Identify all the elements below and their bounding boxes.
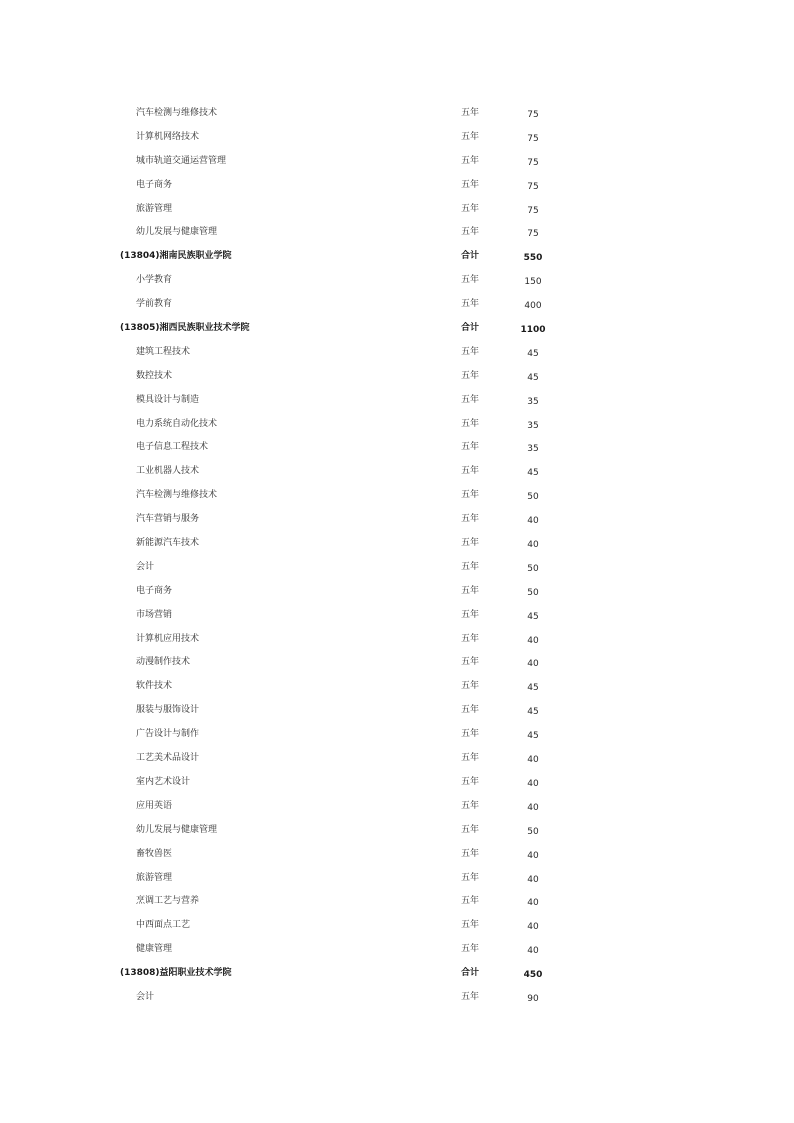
school-total-row — [0, 246, 794, 270]
school-name: (13804)湘南民族职业学院 — [120, 251, 232, 262]
program-row — [0, 437, 794, 461]
program-row — [0, 820, 794, 844]
program-name: 会计 — [136, 991, 155, 1002]
program-duration: 五年 — [461, 442, 480, 453]
program-count: 40 — [527, 874, 539, 885]
program-duration: 五年 — [461, 920, 480, 931]
school-total-row — [0, 318, 794, 342]
program-name: 模具设计与制造 — [136, 394, 200, 405]
program-name: 健康管理 — [136, 944, 173, 955]
program-count: 35 — [527, 396, 539, 407]
program-duration: 五年 — [461, 729, 480, 740]
program-duration: 五年 — [461, 633, 480, 644]
program-row — [0, 509, 794, 533]
program-count: 50 — [527, 587, 539, 598]
program-count: 40 — [527, 850, 539, 861]
program-row — [0, 127, 794, 151]
program-count: 75 — [527, 229, 539, 240]
program-duration: 五年 — [461, 227, 480, 238]
program-count: 40 — [527, 540, 539, 551]
program-duration: 五年 — [461, 609, 480, 620]
program-duration: 五年 — [461, 848, 480, 859]
total-count: 1100 — [520, 325, 546, 336]
program-row — [0, 342, 794, 366]
program-duration: 五年 — [461, 346, 480, 357]
program-count: 40 — [527, 635, 539, 646]
program-duration: 五年 — [461, 131, 480, 142]
program-duration: 五年 — [461, 108, 480, 118]
program-count: 45 — [527, 348, 539, 359]
program-row — [0, 987, 794, 1011]
program-row — [0, 748, 794, 772]
program-count: 35 — [527, 444, 539, 455]
program-count: 150 — [524, 277, 542, 288]
program-duration: 五年 — [461, 585, 480, 596]
program-row — [0, 629, 794, 653]
program-count: 45 — [527, 731, 539, 742]
program-count: 35 — [527, 420, 539, 431]
program-name: 服装与服饰设计 — [136, 705, 200, 716]
total-label: 合计 — [461, 251, 480, 262]
program-duration: 五年 — [461, 991, 480, 1002]
total-label: 合计 — [461, 968, 480, 979]
program-count: 40 — [527, 516, 539, 527]
program-count: 40 — [527, 802, 539, 813]
program-count: 45 — [527, 468, 539, 479]
program-row — [0, 151, 794, 175]
program-duration: 五年 — [461, 896, 480, 907]
program-count: 50 — [527, 492, 539, 503]
program-count: 40 — [527, 922, 539, 933]
program-name: 工艺美术品设计 — [136, 753, 200, 764]
program-count: 75 — [527, 133, 539, 144]
program-count: 75 — [527, 205, 539, 216]
school-name: (13808)益阳职业技术学院 — [120, 968, 232, 979]
program-duration: 五年 — [461, 944, 480, 955]
program-row — [0, 844, 794, 868]
program-row — [0, 700, 794, 724]
program-name: 广告设计与制作 — [136, 729, 200, 740]
program-name: 中西面点工艺 — [136, 920, 191, 931]
program-row — [0, 772, 794, 796]
program-count: 90 — [527, 993, 539, 1004]
program-duration: 五年 — [461, 824, 480, 835]
program-count: 45 — [527, 611, 539, 622]
program-name: 城市轨道交通运营管理 — [136, 155, 227, 166]
program-duration: 五年 — [461, 155, 480, 166]
program-name: 动漫制作技术 — [136, 657, 191, 668]
program-count: 40 — [527, 659, 539, 670]
program-count: 40 — [527, 898, 539, 909]
program-row — [0, 390, 794, 414]
program-name: 旅游管理 — [136, 872, 173, 883]
program-name: 工业机器人技术 — [136, 466, 200, 477]
program-row — [0, 891, 794, 915]
program-row — [0, 581, 794, 605]
program-name: 幼儿发展与健康管理 — [136, 227, 218, 238]
program-row — [0, 724, 794, 748]
program-duration: 五年 — [461, 418, 480, 429]
program-name: 电子商务 — [136, 179, 173, 190]
program-name: 电力系统自动化技术 — [136, 418, 218, 429]
program-count: 75 — [527, 181, 539, 192]
program-duration: 五年 — [461, 657, 480, 668]
program-row — [0, 605, 794, 629]
program-row — [0, 366, 794, 390]
program-duration: 五年 — [461, 514, 480, 525]
program-row — [0, 103, 794, 127]
program-name: 电子商务 — [136, 585, 173, 596]
school-name: (13805)湘西民族职业技术学院 — [120, 323, 250, 334]
program-name: 计算机网络技术 — [136, 131, 200, 142]
program-duration: 五年 — [461, 203, 480, 214]
total-count: 450 — [523, 970, 543, 981]
total-label: 合计 — [461, 323, 480, 334]
program-name: 建筑工程技术 — [136, 346, 191, 357]
program-duration: 五年 — [461, 776, 480, 787]
program-row — [0, 533, 794, 557]
program-duration: 五年 — [461, 800, 480, 811]
program-duration: 五年 — [461, 705, 480, 716]
program-duration: 五年 — [461, 681, 480, 692]
program-name: 幼儿发展与健康管理 — [136, 824, 218, 835]
school-total-row — [0, 963, 794, 987]
program-count: 400 — [524, 301, 542, 312]
program-name: 会计 — [136, 561, 155, 572]
program-name: 计算机应用技术 — [136, 633, 200, 644]
program-name: 汽车检测与维修技术 — [136, 490, 218, 501]
program-name: 新能源汽车技术 — [136, 538, 200, 549]
program-count: 45 — [527, 707, 539, 718]
program-count: 40 — [527, 946, 539, 957]
enrollment-table — [0, 103, 794, 1011]
program-row — [0, 414, 794, 438]
program-duration: 五年 — [461, 753, 480, 764]
program-duration: 五年 — [461, 538, 480, 549]
program-duration: 五年 — [461, 394, 480, 405]
program-duration: 五年 — [461, 561, 480, 572]
program-count: 40 — [527, 755, 539, 766]
program-duration: 五年 — [461, 370, 480, 381]
program-name: 电子信息工程技术 — [136, 442, 209, 453]
program-name: 旅游管理 — [136, 203, 173, 214]
total-count: 550 — [523, 253, 543, 264]
program-row — [0, 868, 794, 892]
program-row — [0, 199, 794, 223]
program-row — [0, 485, 794, 509]
program-name: 学前教育 — [136, 299, 173, 310]
program-name: 市场营销 — [136, 609, 173, 620]
program-row — [0, 939, 794, 963]
program-count: 50 — [527, 826, 539, 837]
program-duration: 五年 — [461, 872, 480, 883]
program-count: 45 — [527, 372, 539, 383]
program-row — [0, 175, 794, 199]
program-name: 数控技术 — [136, 370, 173, 381]
program-name: 软件技术 — [136, 681, 173, 692]
program-row — [0, 915, 794, 939]
program-row — [0, 652, 794, 676]
program-name: 应用英语 — [136, 800, 173, 811]
program-duration: 五年 — [461, 299, 480, 310]
program-row — [0, 270, 794, 294]
program-duration: 五年 — [461, 275, 480, 286]
program-duration: 五年 — [461, 179, 480, 190]
program-duration: 五年 — [461, 490, 480, 501]
program-row — [0, 222, 794, 246]
program-row — [0, 796, 794, 820]
program-row — [0, 294, 794, 318]
program-row — [0, 676, 794, 700]
program-name: 小学教育 — [136, 275, 173, 286]
program-name: 室内艺术设计 — [136, 776, 191, 787]
program-duration: 五年 — [461, 466, 480, 477]
program-count: 75 — [527, 157, 539, 168]
program-count: 40 — [527, 778, 539, 789]
program-count: 75 — [527, 110, 539, 120]
program-name: 汽车营销与服务 — [136, 514, 200, 525]
program-name: 畜牧兽医 — [136, 848, 173, 859]
program-row — [0, 461, 794, 485]
program-count: 50 — [527, 563, 539, 574]
program-name: 烹调工艺与营养 — [136, 896, 200, 907]
program-row — [0, 557, 794, 581]
program-name: 汽车检测与维修技术 — [136, 108, 218, 118]
program-count: 45 — [527, 683, 539, 694]
